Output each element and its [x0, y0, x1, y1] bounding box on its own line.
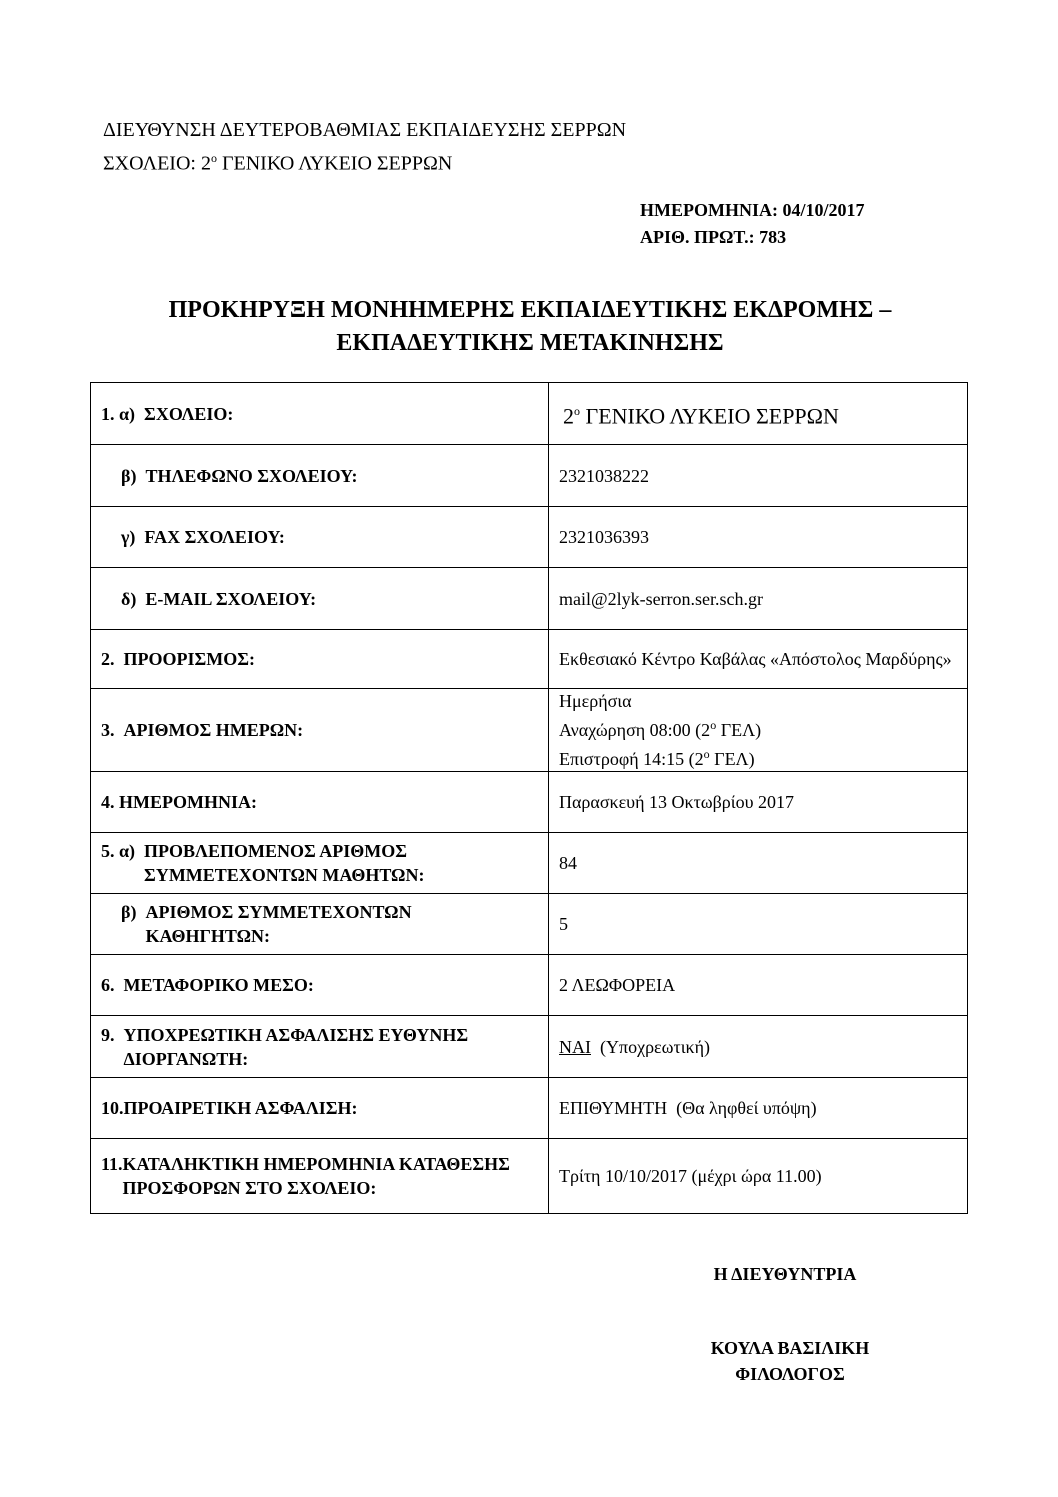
row-label-phone: β) ΤΗΛΕΦΩΝΟ ΣΧΟΛΕΙΟΥ:: [91, 445, 549, 507]
row-label-email: δ) E-MAIL ΣΧΟΛΕΙΟΥ:: [91, 568, 549, 630]
signature-block: [680, 1335, 900, 1387]
row-value-deadline: Τρίτη 10/10/2017 (μέχρι ώρα 11.00): [549, 1139, 968, 1214]
signatory-name: ΚΟΥΛΑ ΒΑΣΙΛΙΚΗ: [710, 1338, 870, 1358]
table-row: [91, 1016, 968, 1078]
signatory-title: ΦΙΛΟΛΟΓΟΣ: [735, 1364, 845, 1384]
table-row: [91, 445, 968, 507]
school-line: ΣΧΟΛΕΙΟ: $2^o$ ΓΕΝΙΚΟ ΛΥΚΕΙΟ ΣΕΡΡΩΝ: [103, 151, 453, 175]
row-value-date: Παρασκευή 13 Οκτωβρίου 2017: [549, 772, 968, 833]
document-meta: [640, 197, 864, 251]
row-label-fax: γ) FAX ΣΧΟΛΕΙΟΥ:: [91, 507, 549, 568]
table-row: [91, 630, 968, 689]
row-value-insurance: ΝΑΙ (Υποχρεωτική): [549, 1016, 968, 1078]
document-title: [92, 294, 968, 360]
row-label-students: 5. α) ΠΡΟΒΛΕΠΟΜΕΝΟΣ ΑΡΙΘΜΟΣ ΣΥΜΜΕΤΕΧΟΝΤΩΝ ΜΑΘΗΤΩΝ:: [91, 833, 549, 894]
row-value-days: Ημερήσια Αναχώρηση 08:00 ($2^o$ ΓΕΛ) Επιστροφή 14:15 ($2^o$ ΓΕΛ): [549, 689, 968, 772]
signature-role: Η ΔΙΕΥΘΥΝΤΡΙΑ: [713, 1264, 857, 1284]
row-label-date: 4. ΗΜΕΡΟΜΗΝΙΑ:: [91, 772, 549, 833]
title-line-2: ΕΚΠΑΔΕΥΤΙΚΗΣ ΜΕΤΑΚΙΝΗΣΗΣ: [336, 330, 724, 356]
row-value-students: 84: [549, 833, 968, 894]
row-value-teachers: 5: [549, 894, 968, 955]
row-label-days: 3. ΑΡΙΘΜΟΣ ΗΜΕΡΩΝ:: [91, 689, 549, 772]
row-value-school: $2^o$ ΓΕΝΙΚΟ ΛΥΚΕΙΟ ΣΕΡΡΩΝ: [549, 383, 968, 445]
row-value-optional-insurance: ΕΠΙΘΥΜΗΤΗ (Θα ληφθεί υπόψη): [549, 1078, 968, 1139]
row-label-teachers: β) ΑΡΙΘΜΟΣ ΣΥΜΜΕΤΕΧΟΝΤΩΝ ΚΑΘΗΓΗΤΩΝ:: [91, 894, 549, 955]
row-label-school: 1. α) ΣΧΟΛΕΙΟ:: [91, 383, 549, 445]
table-row: [91, 1078, 968, 1139]
directorate-line: ΔΙΕΥΘΥΝΣΗ ΔΕΥΤΕΡΟΒΑΘΜΙΑΣ ΕΚΠΑΙΔΕΥΣΗΣ ΣΕΡΡΩΝ: [103, 119, 627, 141]
table-row: [91, 833, 968, 894]
table-row: [91, 894, 968, 955]
table-row: [91, 772, 968, 833]
row-value-email: mail@2lyk-serron.ser.sch.gr: [549, 568, 968, 630]
table-row: [91, 1139, 968, 1214]
table-row: [91, 689, 968, 772]
document-header: [103, 116, 626, 178]
protocol-number: ΑΡΙΘ. ΠΡΩΤ.: 783: [640, 227, 787, 247]
row-value-transport: 2 ΛΕΩΦΟΡΕΙΑ: [549, 955, 968, 1016]
trip-details-table: [90, 382, 968, 1214]
row-value-phone: 2321038222: [549, 445, 968, 507]
row-value-destination: Εκθεσιακό Κέντρο Καβάλας «Απόστολος Μαρδύρης»: [549, 630, 968, 689]
table-row: [91, 383, 968, 445]
row-label-destination: 2. ΠΡΟΟΡΙΣΜΟΣ:: [91, 630, 549, 689]
row-label-transport: 6. ΜΕΤΑΦΟΡΙΚΟ ΜΕΣΟ:: [91, 955, 549, 1016]
table-row: [91, 507, 968, 568]
table-row: [91, 568, 968, 630]
table-row: [91, 955, 968, 1016]
row-value-fax: 2321036393: [549, 507, 968, 568]
title-line-1: ΠΡΟΚΗΡΥΞΗ ΜΟΝΗΗΜΕΡΗΣ ΕΚΠΑΙΔΕΥΤΙΚΗΣ ΕΚΔΡΟΜΗΣ –: [168, 297, 892, 323]
row-label-deadline: 11. ΚΑΤΑΛΗΚΤΙΚΗ ΗΜΕΡΟΜΗΝΙΑ ΚΑΤΑΘΕΣΗΣ ΠΡΟΣΦΟΡΩΝ ΣΤΟ ΣΧΟΛΕΙΟ:: [91, 1139, 549, 1214]
row-label-insurance: 9. ΥΠΟΧΡΕΩΤΙΚΗ ΑΣΦΑΛΙΣΗΣ ΕΥΘΥΝΗΣ ΔΙΟΡΓΑΝΩΤΗ:: [91, 1016, 549, 1078]
document-date: ΗΜΕΡΟΜΗΝΙΑ: 04/10/2017: [640, 200, 865, 220]
row-label-optional-insurance: 10. ΠΡΟΑΙΡΕΤΙΚΗ ΑΣΦΑΛΙΣΗ:: [91, 1078, 549, 1139]
